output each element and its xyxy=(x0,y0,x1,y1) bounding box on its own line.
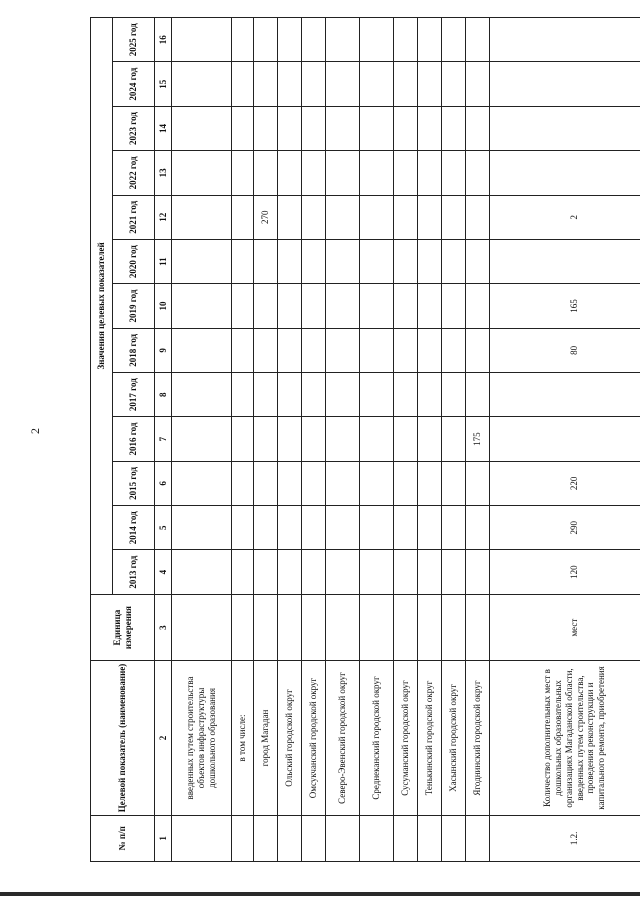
row-value xyxy=(254,18,278,63)
row-value xyxy=(254,550,278,594)
row-value xyxy=(466,284,490,328)
row-value xyxy=(418,18,442,63)
table-row xyxy=(466,18,490,862)
row-value xyxy=(326,328,360,372)
row-value xyxy=(418,506,442,550)
row-value xyxy=(490,239,640,283)
row-number xyxy=(360,815,394,861)
row-unit xyxy=(326,594,360,661)
row-value xyxy=(254,417,278,461)
row-unit xyxy=(302,594,326,661)
table-row xyxy=(360,18,394,862)
row-number xyxy=(278,815,302,861)
row-value xyxy=(232,461,254,505)
row-value xyxy=(360,195,394,239)
row-value xyxy=(394,328,418,372)
row-value xyxy=(418,417,442,461)
page-number: 2 xyxy=(28,428,42,434)
row-value xyxy=(418,284,442,328)
rotated-table-container xyxy=(90,17,630,862)
row-value: 80 xyxy=(490,328,640,372)
row-value xyxy=(442,328,466,372)
row-value xyxy=(360,151,394,195)
row-value xyxy=(394,239,418,283)
row-value xyxy=(360,506,394,550)
column-index: 11 xyxy=(155,239,172,283)
header-year: 2019 год xyxy=(113,284,155,328)
row-value xyxy=(232,106,254,150)
row-value xyxy=(442,284,466,328)
row-value xyxy=(302,550,326,594)
row-indicator-name: Количество дополнительных мест в дошкольных образовательных организациях Магаданской области, введенных путем строительства, проведения реконструкции и капитального ремонта, приобретения xyxy=(490,661,640,815)
row-value xyxy=(302,151,326,195)
row-unit xyxy=(360,594,394,661)
column-index: 15 xyxy=(155,62,172,106)
row-indicator-name: в том числе: xyxy=(232,661,254,815)
row-number xyxy=(394,815,418,861)
header-indicator: Целевой показатель (наименование) xyxy=(91,661,155,815)
row-value xyxy=(442,506,466,550)
row-unit xyxy=(254,594,278,661)
column-index: 7 xyxy=(155,417,172,461)
table-row xyxy=(278,18,302,862)
row-value xyxy=(418,328,442,372)
row-value xyxy=(172,328,232,372)
row-value xyxy=(302,373,326,417)
row-number xyxy=(466,815,490,861)
row-value xyxy=(394,461,418,505)
row-value xyxy=(254,239,278,283)
row-value xyxy=(232,417,254,461)
row-value xyxy=(394,373,418,417)
row-value xyxy=(466,18,490,63)
row-value xyxy=(254,106,278,150)
row-value xyxy=(326,461,360,505)
row-value xyxy=(360,373,394,417)
row-value xyxy=(232,284,254,328)
scan-edge-bar xyxy=(0,892,640,896)
row-value xyxy=(232,151,254,195)
row-value xyxy=(418,195,442,239)
row-value xyxy=(172,151,232,195)
row-value xyxy=(442,106,466,150)
column-index: 2 xyxy=(155,661,172,815)
row-value xyxy=(278,151,302,195)
row-value xyxy=(232,239,254,283)
row-indicator-name: Омсукчанский городской округ xyxy=(302,661,326,815)
row-value xyxy=(302,328,326,372)
row-value: 220 xyxy=(490,461,640,505)
header-unit: Единица измерения xyxy=(91,594,155,661)
row-value xyxy=(418,550,442,594)
header-year: 2016 год xyxy=(113,417,155,461)
row-value xyxy=(172,18,232,63)
row-unit xyxy=(232,594,254,661)
row-value xyxy=(232,62,254,106)
row-value xyxy=(490,106,640,150)
row-value xyxy=(232,195,254,239)
table-row xyxy=(172,18,232,862)
column-index: 3 xyxy=(155,594,172,661)
row-value xyxy=(172,373,232,417)
row-value xyxy=(172,106,232,150)
column-index: 13 xyxy=(155,151,172,195)
row-value: 270 xyxy=(254,195,278,239)
row-value xyxy=(326,550,360,594)
row-value xyxy=(172,506,232,550)
row-value xyxy=(360,284,394,328)
row-unit: мест xyxy=(490,594,640,661)
row-value xyxy=(278,106,302,150)
row-value xyxy=(278,195,302,239)
row-value xyxy=(302,62,326,106)
row-value xyxy=(490,18,640,63)
row-value xyxy=(278,461,302,505)
row-value xyxy=(326,195,360,239)
row-indicator-name: Хасынский городской округ xyxy=(442,661,466,815)
row-value xyxy=(326,18,360,63)
row-indicator-name: Среднеканский городской округ xyxy=(360,661,394,815)
row-value xyxy=(302,506,326,550)
header-values-title: Значения целевых показателей xyxy=(91,18,113,595)
row-number xyxy=(254,815,278,861)
column-index: 5 xyxy=(155,506,172,550)
row-unit xyxy=(172,594,232,661)
column-index: 9 xyxy=(155,328,172,372)
row-value xyxy=(418,106,442,150)
row-value xyxy=(360,328,394,372)
row-value xyxy=(302,461,326,505)
table-row xyxy=(232,18,254,862)
row-value: 2 xyxy=(490,195,640,239)
row-value xyxy=(326,106,360,150)
row-value xyxy=(442,550,466,594)
row-number xyxy=(172,815,232,861)
row-value xyxy=(466,506,490,550)
row-value xyxy=(394,550,418,594)
row-indicator-name: город Магадан xyxy=(254,661,278,815)
header-year: 2015 год xyxy=(113,461,155,505)
row-value xyxy=(466,106,490,150)
row-number xyxy=(326,815,360,861)
row-value xyxy=(418,373,442,417)
row-value xyxy=(418,461,442,505)
column-index: 14 xyxy=(155,106,172,150)
row-number xyxy=(232,815,254,861)
row-value xyxy=(466,550,490,594)
header-year: 2024 год xyxy=(113,62,155,106)
row-value xyxy=(232,550,254,594)
row-value xyxy=(394,18,418,63)
row-value xyxy=(278,373,302,417)
row-value xyxy=(466,62,490,106)
table-row xyxy=(418,18,442,862)
column-index-row xyxy=(155,18,172,862)
row-number xyxy=(302,815,326,861)
row-value xyxy=(442,373,466,417)
row-value xyxy=(360,417,394,461)
row-value xyxy=(466,239,490,283)
row-value xyxy=(360,62,394,106)
row-value xyxy=(278,239,302,283)
row-value xyxy=(302,195,326,239)
row-value xyxy=(232,506,254,550)
row-indicator-name: введенных путем строительства объектов инфраструктуры дошкольного образования xyxy=(172,661,232,815)
table-row xyxy=(490,18,640,862)
row-value xyxy=(232,328,254,372)
row-value xyxy=(360,239,394,283)
header-year: 2025 год xyxy=(113,18,155,63)
row-value xyxy=(254,284,278,328)
table-row xyxy=(442,18,466,862)
row-value xyxy=(466,151,490,195)
column-index: 10 xyxy=(155,284,172,328)
row-value xyxy=(466,328,490,372)
row-value xyxy=(326,239,360,283)
row-value: 175 xyxy=(466,417,490,461)
row-value xyxy=(490,373,640,417)
row-number xyxy=(418,815,442,861)
row-unit xyxy=(394,594,418,661)
row-value xyxy=(254,506,278,550)
row-value xyxy=(360,106,394,150)
row-value xyxy=(418,239,442,283)
column-index: 4 xyxy=(155,550,172,594)
row-value xyxy=(326,284,360,328)
row-value xyxy=(442,151,466,195)
header-year: 2013 год xyxy=(113,550,155,594)
row-value xyxy=(302,106,326,150)
row-value xyxy=(394,284,418,328)
row-value xyxy=(278,284,302,328)
row-number xyxy=(442,815,466,861)
row-value xyxy=(254,62,278,106)
row-unit xyxy=(466,594,490,661)
row-value xyxy=(278,62,302,106)
table-row xyxy=(394,18,418,862)
row-value: 165 xyxy=(490,284,640,328)
header-year: 2018 год xyxy=(113,328,155,372)
row-number: 1.2. xyxy=(490,815,640,861)
row-value xyxy=(360,461,394,505)
row-value xyxy=(172,239,232,283)
row-indicator-name: Сусуманский городской округ xyxy=(394,661,418,815)
row-value xyxy=(172,461,232,505)
row-value xyxy=(326,151,360,195)
header-num: № п/п xyxy=(91,815,155,861)
row-value xyxy=(302,239,326,283)
header-year: 2023 год xyxy=(113,106,155,150)
row-unit xyxy=(278,594,302,661)
row-value xyxy=(302,18,326,63)
row-value xyxy=(278,417,302,461)
row-value xyxy=(172,195,232,239)
header-year: 2022 год xyxy=(113,151,155,195)
row-value xyxy=(232,373,254,417)
row-value xyxy=(254,151,278,195)
row-value xyxy=(254,461,278,505)
row-value xyxy=(442,239,466,283)
row-value xyxy=(442,461,466,505)
column-index: 8 xyxy=(155,373,172,417)
row-value xyxy=(466,195,490,239)
row-value xyxy=(326,373,360,417)
row-value xyxy=(172,62,232,106)
table-row xyxy=(302,18,326,862)
column-index: 1 xyxy=(155,815,172,861)
header-year: 2021 год xyxy=(113,195,155,239)
table-row xyxy=(254,18,278,862)
column-index: 6 xyxy=(155,461,172,505)
row-value xyxy=(490,417,640,461)
row-value xyxy=(278,328,302,372)
row-value xyxy=(394,106,418,150)
row-value xyxy=(442,417,466,461)
row-value xyxy=(394,151,418,195)
row-value xyxy=(466,461,490,505)
row-value: 120 xyxy=(490,550,640,594)
column-index: 12 xyxy=(155,195,172,239)
row-value xyxy=(490,151,640,195)
row-value xyxy=(418,151,442,195)
table-row xyxy=(326,18,360,862)
row-indicator-name: Тенькинский городской округ xyxy=(418,661,442,815)
row-value: 290 xyxy=(490,506,640,550)
row-value xyxy=(326,62,360,106)
header-year: 2017 год xyxy=(113,373,155,417)
row-value xyxy=(254,373,278,417)
row-value xyxy=(442,18,466,63)
row-indicator-name: Ольский городской округ xyxy=(278,661,302,815)
row-value xyxy=(394,195,418,239)
row-value xyxy=(326,506,360,550)
row-value xyxy=(442,62,466,106)
row-unit xyxy=(442,594,466,661)
row-unit xyxy=(418,594,442,661)
row-value xyxy=(442,195,466,239)
row-value xyxy=(394,506,418,550)
row-value xyxy=(254,328,278,372)
row-value xyxy=(172,417,232,461)
target-indicators-table xyxy=(90,17,640,862)
row-value xyxy=(172,550,232,594)
row-indicator-name: Северо-Эвенский городской округ xyxy=(326,661,360,815)
row-value xyxy=(278,550,302,594)
row-value xyxy=(490,62,640,106)
row-value xyxy=(360,18,394,63)
row-value xyxy=(466,373,490,417)
row-value xyxy=(394,62,418,106)
row-value xyxy=(326,417,360,461)
column-index: 16 xyxy=(155,18,172,63)
row-value xyxy=(172,284,232,328)
header-year: 2014 год xyxy=(113,506,155,550)
row-value xyxy=(418,62,442,106)
header-year: 2020 год xyxy=(113,239,155,283)
row-value xyxy=(278,18,302,63)
row-value xyxy=(302,417,326,461)
row-value xyxy=(278,506,302,550)
row-value xyxy=(360,550,394,594)
row-value xyxy=(302,284,326,328)
row-value xyxy=(394,417,418,461)
row-indicator-name: Ягоднинский городской округ xyxy=(466,661,490,815)
row-value xyxy=(232,18,254,63)
